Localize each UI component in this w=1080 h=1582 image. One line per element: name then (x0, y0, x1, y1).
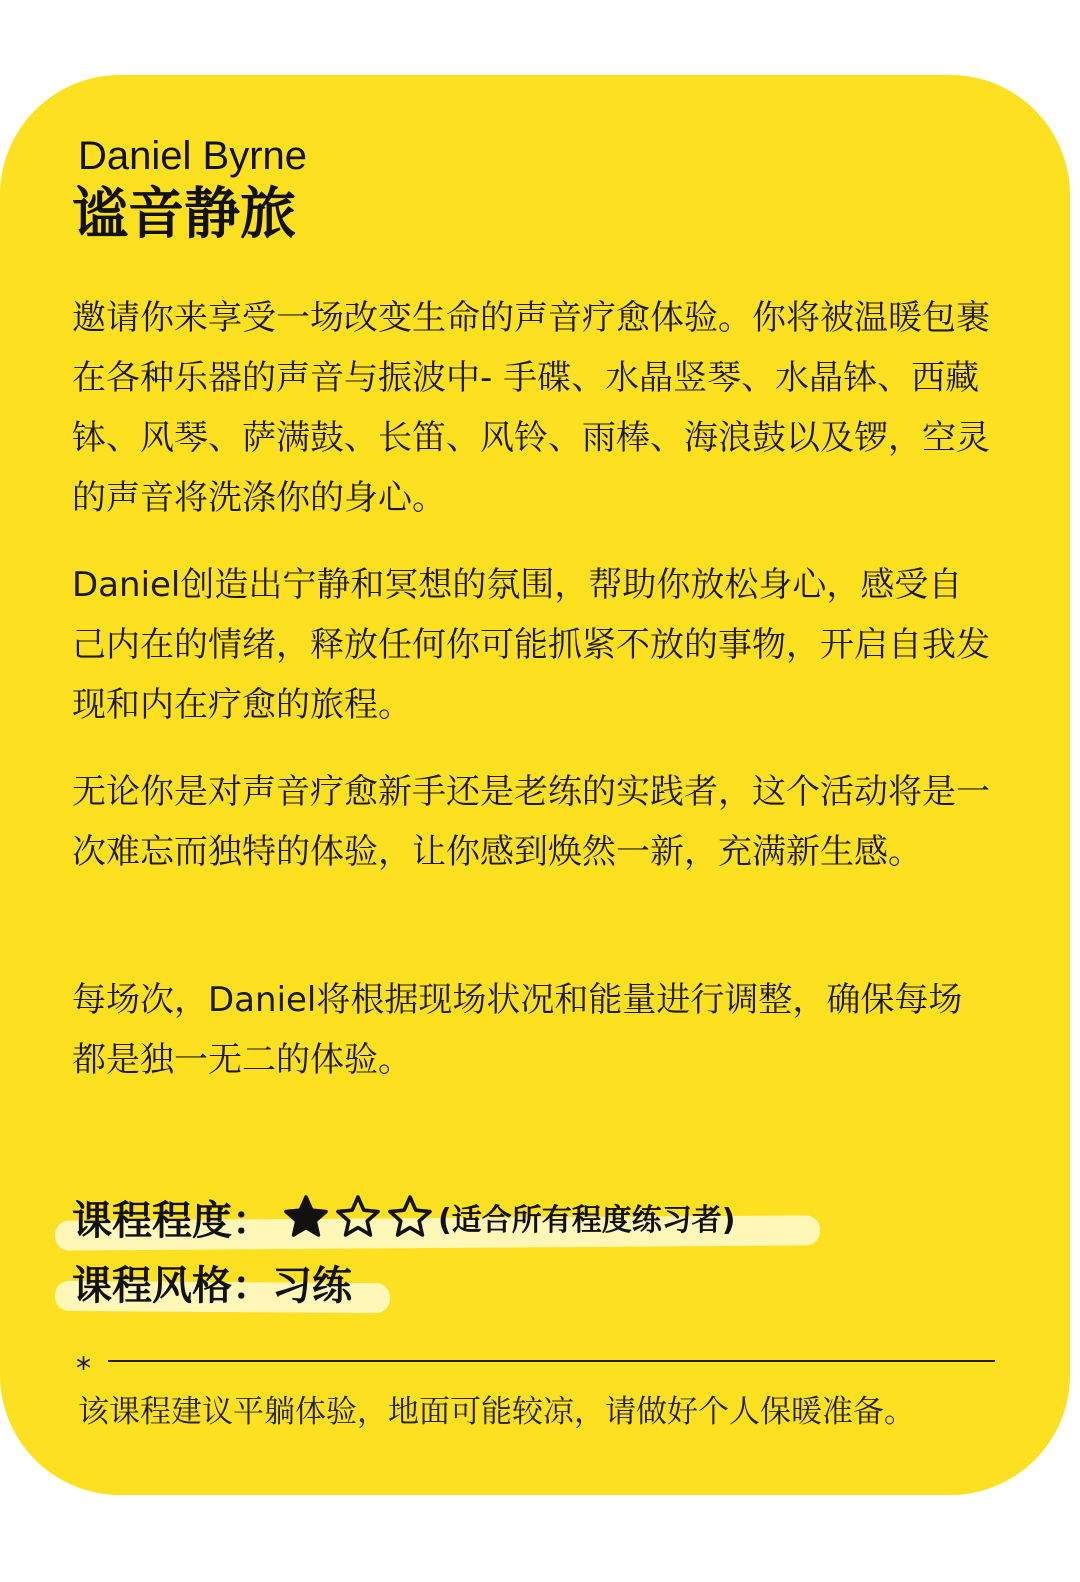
level-rating-stars (282, 1193, 434, 1241)
star-outline-icon (386, 1193, 434, 1241)
description-paragraph-4: 每场次，Daniel将根据现场状况和能量进行调整，确保每场都是独一无二的体验。 (72, 980, 963, 1080)
instructor-name: Daniel Byrne (78, 134, 308, 178)
description-paragraph-1: 邀请你来享受一场改变生命的声音疗愈体验。你将被温暖包裹在各种乐器的声音与振波中- 手碟、水晶竖琴、水晶钵、西藏钵、风琴、萨满鼓、长笛、风铃、雨棒、海浪鼓以及锣，空灵的声音将洗涤你的身心。 (72, 298, 990, 518)
course-style-row (72, 1255, 352, 1309)
course-level-note: (适合所有程度练习者) (438, 1203, 736, 1238)
footer-note: 该课程建议平躺体验，地面可能较凉，请做好个人保暖准备。 (78, 1394, 915, 1430)
divider (108, 1360, 995, 1362)
event-title: 谧音静旅 (72, 182, 296, 247)
course-style-value: 习练 (272, 1262, 352, 1309)
star-outline-icon (334, 1193, 382, 1241)
star-filled-icon (282, 1193, 330, 1241)
course-level-row (72, 1190, 735, 1244)
course-style-label: 课程风格： (72, 1262, 272, 1309)
course-level-label: 课程程度： (72, 1197, 272, 1244)
description-paragraph-3: 无论你是对声音疗愈新手还是老练的实践者，这个活动将是一次难忘而独特的体验，让你感到焕然一新，充满新生感。 (72, 772, 990, 872)
description-paragraph-2: Daniel创造出宁静和冥想的氛围，帮助你放松身心，感受自己内在的情绪，释放任何你可能抓紧不放的事物，开启自我发现和内在疗愈的旅程。 (72, 565, 990, 725)
asterisk-icon: ⁎ (76, 1342, 91, 1377)
